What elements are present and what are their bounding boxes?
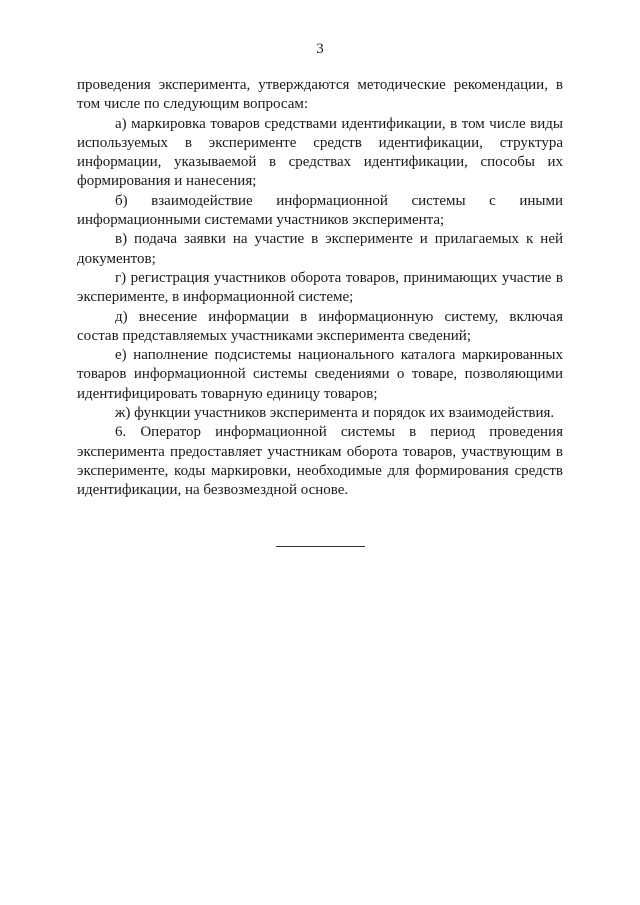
list-item-d: д) внесение информации в информационную систему, включая состав представляемых участниками эксперимента сведений; [77,308,563,344]
list-item-v: в) подача заявки на участие в эксперименте и прилагаемых к ней документов; [77,231,563,267]
document-body [77,76,563,501]
list-item-b: б) взаимодействие информационной системы с иными информационными системами участников эксперимента; [77,192,563,229]
list-item-a: а) маркировка товаров средствами идентификации, в том числе виды используемых в эксперименте средств идентификации, структура информации, указываемой в средствах идентификации, способы их формирования и нанесения; [77,115,563,190]
list-item-zh: ж) функции участников эксперимента и порядок их взаимодействия. [115,405,555,422]
list-item-e: е) наполнение подсистемы национального каталога маркированных товаров информационной системы сведениями о товаре, позволяющими идентифицировать товарную единицу товаров; [77,347,563,402]
page-number: 3 [316,41,324,57]
list-item-g: г) регистрация участников оборота товаров, принимающих участие в эксперименте, в информационной системе; [77,269,563,306]
clause-6-paragraph: 6. Оператор информационной системы в период проведения эксперимента предоставляет участникам оборота товаров, участвующим в эксперименте, коды маркировки, необходимые для формирования средств идентификации, на безвозмездной основе. [77,424,563,499]
end-separator-line [276,546,365,547]
paragraph-continuation: проведения эксперимента, утверждаются методические рекомендации, в том числе по следующим вопросам: [77,77,563,113]
